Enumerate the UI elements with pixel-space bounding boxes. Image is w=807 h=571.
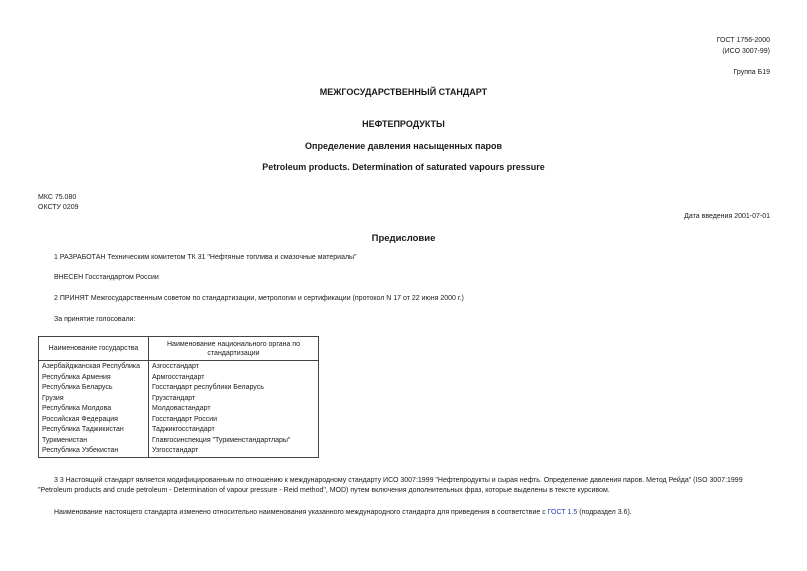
- table-row: [39, 436, 319, 447]
- iso-number: (ИСО 3007-99): [722, 48, 770, 55]
- table-row: [39, 373, 319, 384]
- standard-name-en: Petroleum products. Determination of saturated vapours pressure: [262, 162, 545, 172]
- column-header-standards-body: [149, 337, 319, 361]
- okstu-code: ОКСТУ 0209: [38, 204, 79, 211]
- state-cell: Республика Узбекистан: [39, 446, 149, 457]
- voted-paragraph: За принятие голосовали:: [54, 316, 136, 323]
- standards-body-cell: Госстандарт республики Беларусь: [149, 383, 319, 394]
- adopted-by-paragraph: 2 ПРИНЯТ Межгосударственным советом по стандартизации, метрологии и сертификации (протокол N 17 от 22 июня 2000 г.): [54, 295, 464, 302]
- group-code: Группа Б19: [733, 69, 770, 76]
- table-row: [39, 361, 319, 373]
- standards-body-cell: Азгосстандарт: [149, 361, 319, 373]
- column-header-standards-body-line1: Наименование национального органа по: [167, 340, 300, 348]
- standards-body-cell: Грузстандарт: [149, 394, 319, 405]
- column-header-state: Наименование государства: [39, 337, 149, 361]
- table-row: [39, 415, 319, 426]
- state-cell: Республика Армения: [39, 373, 149, 384]
- table-row: [39, 394, 319, 405]
- modification-paragraph-line1: 3 3 Настоящий стандарт является модифицированным по отношению к международному стандарту ИСО 3007:1999 "Нефтепродукты и сырая нефть. Определение давления паров. Метод Рейда" (ISO 3007:1999: [54, 477, 743, 484]
- standard-name-ru: Определение давления насыщенных паров: [305, 141, 502, 151]
- introduced-by-paragraph: ВНЕСЕН Госстандартом России: [54, 274, 159, 281]
- gost-1-5-link[interactable]: ГОСТ 1.5: [547, 509, 578, 516]
- standards-body-cell: Молдовастандарт: [149, 404, 319, 415]
- state-cell: Республика Таджикистан: [39, 425, 149, 436]
- product-title: НЕФТЕПРОДУКТЫ: [362, 119, 445, 129]
- standards-body-cell: Таджикгосстандарт: [149, 425, 319, 436]
- standards-body-cell: Главгосинспекция "Туркменстандартлары": [149, 436, 319, 447]
- table-header-row: [39, 337, 319, 361]
- standards-body-cell: Армгосстандарт: [149, 373, 319, 384]
- modification-paragraph-line2: "Petroleum products and crude petroleum - Determination of vapour pressure - Reid method", MOD) путем включения дополнительных фраз, которые выделены в тексте курсивом.: [38, 487, 610, 494]
- standards-body-cell: Госстандарт России: [149, 415, 319, 426]
- state-cell: Республика Молдова: [39, 404, 149, 415]
- state-cell: Республика Беларусь: [39, 383, 149, 394]
- developed-by-paragraph: 1 РАЗРАБОТАН Техническим комитетом ТК 31 "Нефтяные топлива и смазочные материалы": [54, 254, 357, 261]
- table-row: [39, 404, 319, 415]
- state-cell: Грузия: [39, 394, 149, 405]
- state-cell: Туркменистан: [39, 436, 149, 447]
- standards-body-cell: Узгосстандарт: [149, 446, 319, 457]
- state-cell: Российская Федерация: [39, 415, 149, 426]
- foreword-heading: Предисловие: [371, 233, 436, 244]
- interstate-standard-title: МЕЖГОСУДАРСТВЕННЫЙ СТАНДАРТ: [319, 87, 488, 97]
- title-change-text-end: (подраздел 3.6).: [577, 509, 632, 516]
- table-row: [39, 383, 319, 394]
- mks-code: МКС 75.080: [38, 194, 77, 201]
- gost-number: ГОСТ 1756-2000: [716, 37, 770, 44]
- title-change-text: Наименование настоящего стандарта изменено относительно наименования указанного международного стандарта для приведения в соответствие с: [54, 509, 548, 516]
- table-row: [39, 425, 319, 436]
- voting-states-table: [38, 336, 319, 458]
- column-header-standards-body-line2: стандартизации: [207, 349, 260, 357]
- state-cell: Азербайджанская Республика: [39, 361, 149, 373]
- title-change-paragraph: [54, 508, 632, 517]
- effective-date: Дата введения 2001-07-01: [684, 213, 770, 220]
- table-row: [39, 446, 319, 457]
